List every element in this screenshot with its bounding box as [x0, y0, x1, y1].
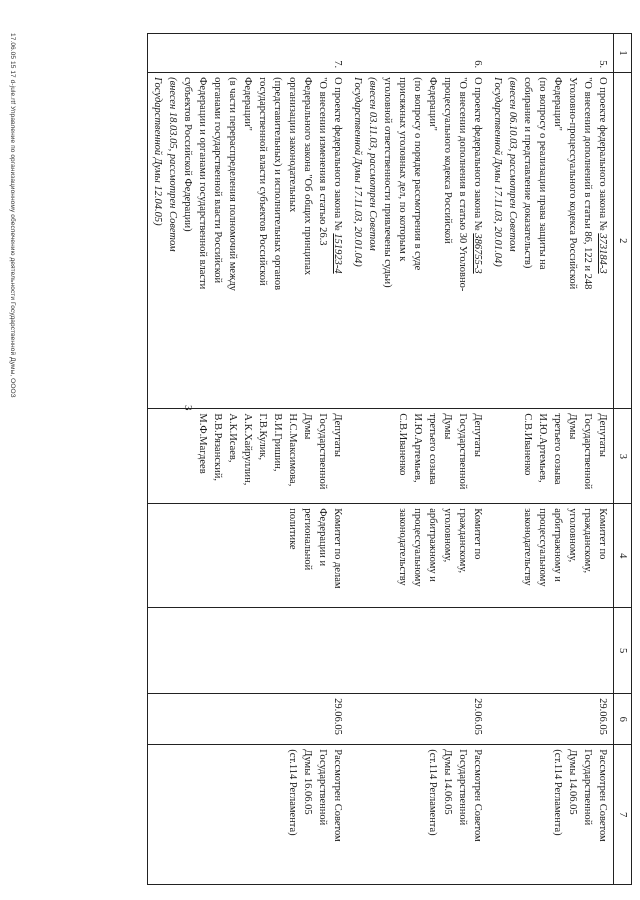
- committee-line: законодательству: [522, 508, 533, 586]
- author-line: Депутаты: [597, 413, 608, 457]
- page-number: 3: [182, 405, 194, 411]
- committee-line: политике: [287, 508, 298, 550]
- author-line: третьего созыва: [552, 413, 563, 485]
- bill-title-line: "О внесении дополнения в статью 30 Уголовно-: [457, 77, 468, 292]
- bill-title-line: "О внесении дополнений в статьи 86, 122 и 248: [582, 77, 593, 290]
- column-5-value: [488, 608, 614, 694]
- column-header-row: [614, 34, 632, 885]
- authors: [348, 409, 488, 504]
- bill-title-line: процессуального кодекса Российской: [442, 77, 453, 244]
- column-header-3: 3: [614, 409, 632, 504]
- decision-line: Рассмотрен Советом: [332, 749, 343, 842]
- committee-line: Комитет по: [472, 508, 483, 560]
- committee-line: законодательству: [397, 508, 408, 586]
- item-number: 6.: [348, 34, 488, 73]
- author-line: М.Ф.Магдеев: [197, 413, 208, 474]
- item-number: 7.: [148, 34, 349, 73]
- decision-line: Рассмотрен Советом: [472, 749, 483, 842]
- committee-line: уголовному,: [442, 508, 453, 563]
- column-header-5: 5: [614, 608, 632, 694]
- committee-line: арбитражному и: [427, 508, 438, 582]
- column-5-value: [348, 608, 488, 694]
- authors: [488, 409, 614, 504]
- author-line: С.В.Иваненко: [397, 413, 408, 476]
- bill-heading: О проекте федерального закона № 151923-4: [332, 77, 343, 274]
- column-header-2: 2: [614, 73, 632, 409]
- committee-line: процессуальному: [537, 508, 548, 587]
- author-line: Н.С.Максимова,: [287, 413, 298, 487]
- authors: [148, 409, 349, 504]
- decision: [148, 745, 349, 885]
- bill-title-line: собирание и представление доказательств): [522, 77, 533, 269]
- column-header-1: 1: [614, 34, 632, 73]
- bill-history: (внесен 03.11.03, рассмотрен Советом: [367, 77, 378, 251]
- author-line: третьего созыва: [427, 413, 438, 485]
- author-line: Депутаты: [332, 413, 343, 457]
- bill-title-line: уголовной ответственности привлечены судьи): [382, 77, 393, 288]
- bill-history: (внесен 06.10.03, рассмотрен Советом: [507, 77, 518, 252]
- author-line: Государственной: [582, 413, 593, 490]
- column-header-4: 4: [614, 504, 632, 608]
- bill-title-line: (по вопросу о порядке рассмотрения в суде: [412, 77, 423, 271]
- bill-number: 373184-3: [597, 233, 608, 274]
- bill-number: 386755-3: [472, 233, 483, 274]
- decision-line: Государственной: [317, 749, 328, 826]
- decision-line: Думы 14.06.05: [442, 749, 453, 815]
- author-line: Думы: [442, 413, 453, 440]
- decision-line: Рассмотрен Советом: [597, 749, 608, 842]
- decision-line: (ст.114 Регламента): [427, 749, 438, 836]
- committee-line: гражданскому,: [582, 508, 593, 574]
- bill-title-line: (представительных) и исполнительных органов: [272, 77, 283, 291]
- author-line: Государственной: [317, 413, 328, 490]
- decision-line: (ст.114 Регламента): [287, 749, 298, 836]
- committee-line: Федерации и: [317, 508, 328, 567]
- decision-line: Думы 14.06.05: [567, 749, 578, 815]
- bill-title-line: органами государственной власти Российской: [212, 77, 223, 284]
- bill-title-line: организации законодательных: [287, 77, 298, 213]
- committee-line: арбитражному и: [552, 508, 563, 582]
- author-line: Государственной: [457, 413, 468, 490]
- committee: [148, 504, 349, 608]
- bill-title-line: Федерального закона "Об общих принципах: [302, 77, 313, 276]
- item-number: 5.: [488, 34, 614, 73]
- bill-heading: О проекте федерального закона № 373184-3: [597, 77, 608, 274]
- bill-history: (внесен 18.03.05, рассмотрен Советом: [167, 77, 178, 252]
- decision: [348, 745, 488, 885]
- author-line: Депутаты: [472, 413, 483, 457]
- author-line: И.Ю.Артемьев,: [412, 413, 423, 483]
- bill-title-line: (в части перераспределения полномочий между: [227, 77, 238, 291]
- committee-line: региональной: [302, 508, 313, 571]
- bill-title-line: субъектов Российской Федерации): [182, 77, 193, 232]
- table-row: [148, 34, 349, 885]
- author-line: В.И.Гришин,: [272, 413, 283, 472]
- date: 29.06.05: [148, 694, 349, 745]
- column-header-7: 7: [614, 745, 632, 885]
- decision-line: Государственной: [457, 749, 468, 826]
- table-row: [348, 34, 488, 885]
- bill-title-line: Федерации": [552, 77, 563, 131]
- committee-line: процессуальному: [412, 508, 423, 587]
- bill-history: Государственной Думы 17.11.03, 20.01.04): [352, 77, 363, 267]
- bill-number: 151923-4: [332, 233, 343, 274]
- committee: [488, 504, 614, 608]
- committee-line: Комитет по делам: [332, 508, 343, 589]
- committee-line: Комитет по: [597, 508, 608, 560]
- author-line: А.К.Хайруллин,: [242, 413, 253, 486]
- decision-line: Государственной: [582, 749, 593, 826]
- author-line: Думы: [302, 413, 313, 440]
- table-row: [488, 34, 614, 885]
- date: 29.06.05: [488, 694, 614, 745]
- decision-line: (ст.114 Регламента): [552, 749, 563, 836]
- bill-history: Государственной Думы 17.11.03, 20.01.04): [492, 77, 503, 267]
- bill-title-line: Федерации": [242, 77, 253, 131]
- agenda-table: [147, 33, 632, 885]
- author-line: И.Ю.Артемьев,: [537, 413, 548, 483]
- bill-title-line: присяжных уголовных дел, по которым к: [397, 77, 408, 262]
- bill-history: Государственной Думы 12.04.05): [152, 77, 163, 226]
- author-line: Г.В.Кулик,: [257, 413, 268, 461]
- bill-title-line: Федерации": [427, 77, 438, 131]
- bill-title: [348, 73, 488, 409]
- committee-line: гражданскому,: [457, 508, 468, 574]
- bill-title-line: Уголовно-процессуального кодекса Российской: [567, 77, 578, 290]
- committee-line: уголовному,: [567, 508, 578, 563]
- bill-title: [148, 73, 349, 409]
- bill-title-line: "О внесении изменения в статью 26.3: [317, 77, 328, 246]
- bill-title: [488, 73, 614, 409]
- committee: [348, 504, 488, 608]
- author-line: А.К.Исаев,: [227, 413, 238, 463]
- column-header-6: 6: [614, 694, 632, 745]
- bill-title-line: Федерации и органами государственной власти: [197, 77, 208, 290]
- author-line: В.В.Рязанский,: [212, 413, 223, 481]
- decision-line: Думы 16.06.05: [302, 749, 313, 815]
- bill-title-line: (по вопросу о реализации права защиты на: [537, 77, 548, 270]
- decision: [488, 745, 614, 885]
- footer-note: 17.06.05 15 17 d-jule.rtf Управление по организационному обеспечению деятельности Государственной Думы, ОООЗ: [9, 33, 16, 398]
- date: 29.06.05: [348, 694, 488, 745]
- bill-title-line: государственной власти субъектов Российской: [257, 77, 268, 286]
- author-line: Думы: [567, 413, 578, 440]
- author-line: С.В.Иваненко: [522, 413, 533, 476]
- column-5-value: [148, 608, 349, 694]
- bill-heading: О проекте федерального закона № 386755-3: [472, 77, 483, 274]
